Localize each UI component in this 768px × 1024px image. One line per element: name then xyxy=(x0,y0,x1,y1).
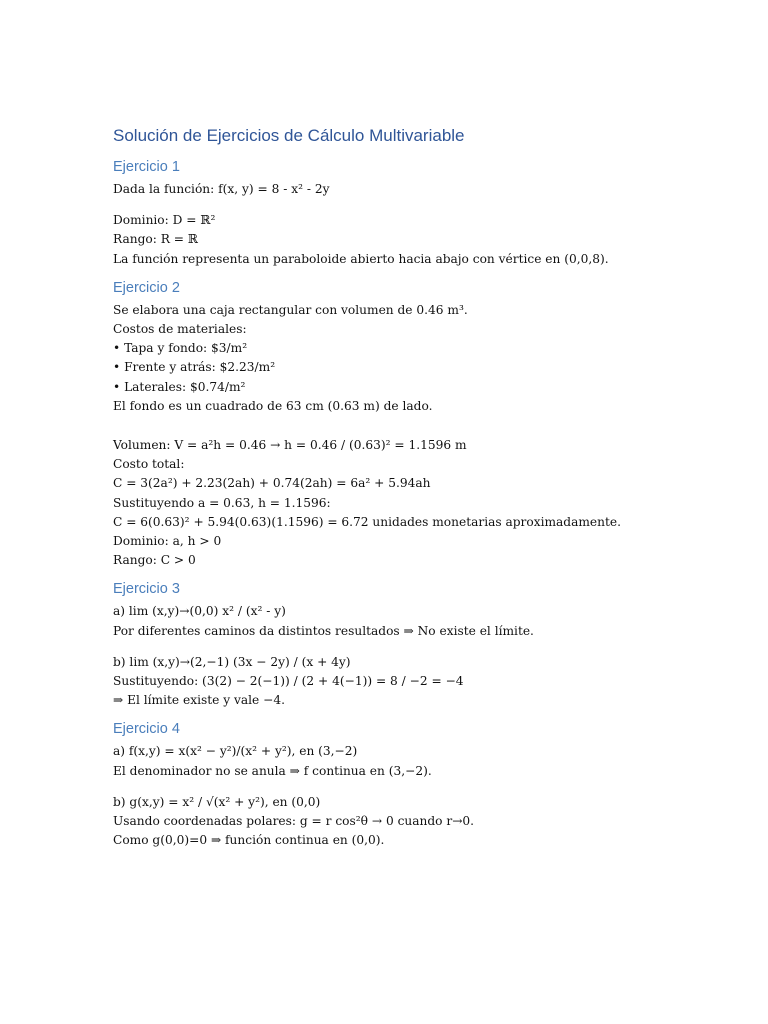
exercise-2-heading: Ejercicio 2 xyxy=(113,279,180,296)
exercise-4-line: Como g(0,0)=0 ⇒ función continua en (0,0). xyxy=(113,833,385,848)
exercise-3-line: b) lim (x,y)→(2,−1) (3x − 2y) / (x + 4y) xyxy=(113,654,351,669)
exercise-4-section xyxy=(113,720,733,850)
exercise-2-line: Dominio: a, h > 0 xyxy=(113,534,222,549)
exercise-4-line: a) f(x,y) = x(x² − y²)/(x² + y²), en (3,−2) xyxy=(113,744,358,759)
exercise-2-line: • Frente y atrás: $2.23/m² xyxy=(113,360,276,375)
document-page xyxy=(113,124,733,850)
exercise-2-line: • Tapa y fondo: $3/m² xyxy=(113,341,248,356)
exercise-2-line: Rango: C > 0 xyxy=(113,553,196,568)
exercise-2-line: • Laterales: $0.74/m² xyxy=(113,379,246,394)
exercise-2-line: Se elabora una caja rectangular con volumen de 0.46 m³. xyxy=(113,302,468,317)
exercise-1-line: La función representa un paraboloide abierto hacia abajo con vértice en (0,0,8). xyxy=(113,251,609,266)
exercise-2-line: C = 3(2a²) + 2.23(2ah) + 0.74(2ah) = 6a² + 5.94ah xyxy=(113,476,431,491)
exercise-4-heading: Ejercicio 4 xyxy=(113,721,180,738)
exercise-4-line: b) g(x,y) = x² / √(x² + y²), en (0,0) xyxy=(113,794,321,809)
exercise-3-line: ⇒ El límite existe y vale −4. xyxy=(113,693,285,708)
exercise-3-heading: Ejercicio 3 xyxy=(113,581,180,598)
exercise-2-line: Costos de materiales: xyxy=(113,322,247,337)
page-title: Solución de Ejercicios de Cálculo Multivariable xyxy=(113,126,465,145)
exercise-4-line: Usando coordenadas polares: g = r cos²θ → 0 cuando r→0. xyxy=(113,814,475,829)
exercise-2-line: Sustituyendo a = 0.63, h = 1.1596: xyxy=(113,495,331,510)
exercise-3-section xyxy=(113,580,733,710)
exercise-1-heading: Ejercicio 1 xyxy=(113,159,180,175)
exercise-2-section xyxy=(113,279,733,571)
exercise-2-line: C = 6(0.63)² + 5.94(0.63)(1.1596) = 6.72 unidades monetarias aproximadamente. xyxy=(113,514,621,529)
exercise-2-line: Volumen: V = a²h = 0.46 → h = 0.46 / (0.63)² = 1.1596 m xyxy=(113,438,467,453)
exercise-4-line: El denominador no se anula ⇒ f continua en (3,−2). xyxy=(113,763,432,778)
exercise-1-line: Dada la función: f(x, y) = 8 - x² - 2y xyxy=(113,182,330,196)
exercise-3-line: Por diferentes caminos da distintos resultados ⇒ No existe el límite. xyxy=(113,623,534,638)
exercise-2-line: El fondo es un cuadrado de 63 cm (0.63 m) de lado. xyxy=(113,398,433,413)
exercise-1-line: Dominio: D = ℝ² xyxy=(113,213,216,228)
exercise-3-line: a) lim (x,y)→(0,0) x² / (x² - y) xyxy=(113,604,286,619)
exercise-1-section xyxy=(113,158,733,269)
exercise-3-line: Sustituyendo: (3(2) − 2(−1)) / (2 + 4(−1)) = 8 / −2 = −4 xyxy=(113,674,464,689)
exercise-2-line: Costo total: xyxy=(113,457,185,472)
exercise-1-line: Rango: R = ℝ xyxy=(113,232,198,247)
